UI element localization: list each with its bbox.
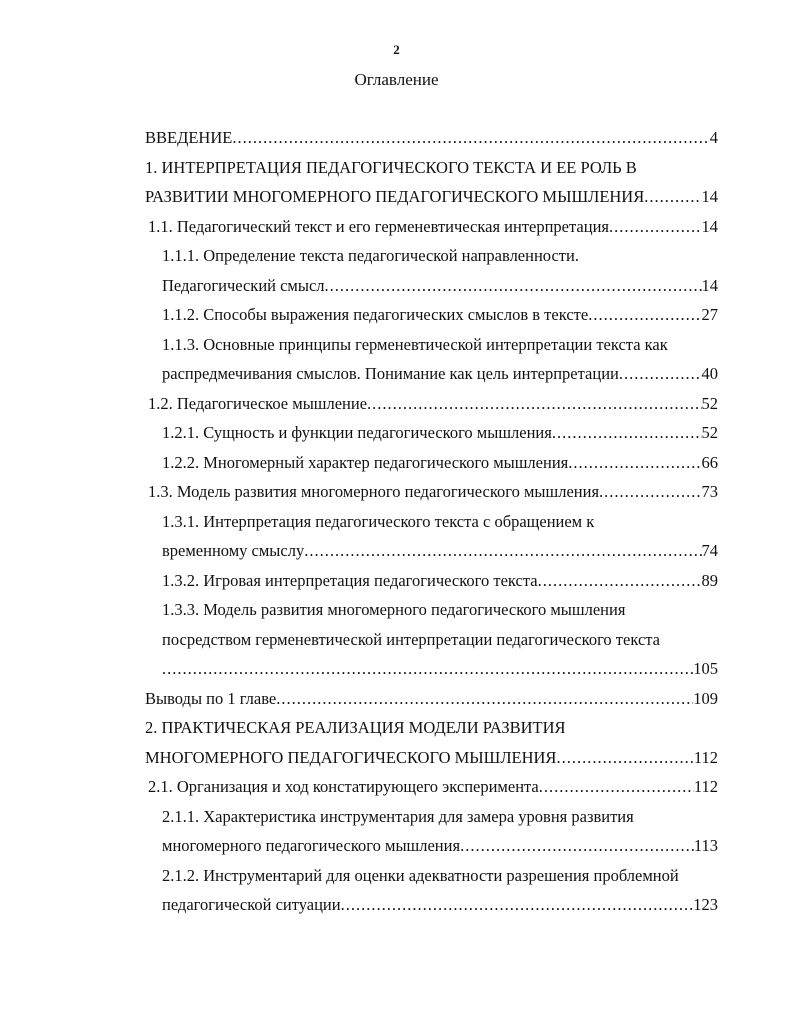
dot-leader — [460, 834, 694, 858]
toc-entry-text: 1.2. Педагогическое мышление — [148, 393, 368, 413]
toc-entry — [148, 392, 718, 416]
toc-entry — [145, 746, 718, 770]
dot-leader — [644, 185, 701, 209]
dot-leader — [341, 893, 694, 917]
toc-entry-page: 105 — [693, 659, 718, 678]
toc-entry-page: 40 — [701, 364, 718, 383]
toc-entry — [162, 451, 718, 475]
toc-entry-text: посредством герменевтической интерпретации педагогического текста — [162, 629, 661, 649]
toc-entry-text: 2.1. Организация и ход констатирующего эксперимента — [148, 777, 539, 796]
toc-entry — [162, 628, 660, 652]
toc-entry-page: 74 — [701, 541, 718, 560]
dot-leader — [556, 746, 693, 770]
dot-leader — [599, 480, 701, 504]
dot-leader — [588, 303, 701, 327]
toc-entry — [162, 244, 579, 268]
toc-entry — [145, 126, 718, 150]
toc-entry — [162, 569, 718, 593]
toc-entry-text: 1.1. Педагогический текст и его герменевтическая интерпретация — [148, 216, 609, 236]
toc-entry-text: 1.2.1. Сущность и функции педагогического мышления — [162, 423, 552, 442]
toc-entry — [148, 775, 718, 799]
dot-leader — [276, 687, 693, 711]
toc-entry-page: 109 — [693, 688, 718, 708]
toc-entry — [162, 274, 718, 298]
toc-entry — [162, 539, 718, 563]
dot-leader — [232, 126, 709, 150]
toc-entry — [148, 480, 718, 504]
dot-leader — [552, 421, 702, 445]
toc-entry — [162, 333, 668, 357]
dot-leader — [619, 362, 702, 386]
toc-entry-text: 1.1.1. Определение текста педагогической направленности. — [162, 246, 579, 265]
toc-entry-page: 52 — [701, 423, 718, 442]
dot-leader — [539, 775, 694, 799]
toc-entry — [162, 510, 594, 534]
toc-entry — [145, 716, 566, 740]
toc-entry-text: 1. ИНТЕРПРЕТАЦИЯ ПЕДАГОГИЧЕСКОГО ТЕКСТА И ЕЕ РОЛЬ В — [145, 157, 637, 177]
toc-entry-text: педагогической ситуации — [162, 895, 341, 914]
toc-entry-page: 52 — [701, 393, 718, 413]
toc-entry — [145, 185, 718, 209]
toc-entry — [145, 156, 637, 180]
toc-entry — [162, 805, 634, 829]
toc-entry-text: 2. ПРАКТИЧЕСКАЯ РЕАЛИЗАЦИЯ МОДЕЛИ РАЗВИТИЯ — [145, 718, 566, 737]
toc-entry-text: 2.1.1. Характеристика инструментария для замера уровня развития — [162, 806, 634, 826]
toc-entry-text: ВВЕДЕНИЕ — [145, 128, 233, 147]
toc-entry-text: временному смыслу — [162, 541, 305, 560]
toc-entry-page: 113 — [693, 836, 718, 855]
toc-entry-text: 1.3.1. Интерпретация педагогического текста с обращением к — [162, 511, 595, 531]
toc-entry-page: 66 — [701, 452, 718, 472]
toc-entry — [145, 687, 718, 711]
toc-entry — [162, 598, 625, 622]
toc-entry-text: МНОГОМЕРНОГО ПЕДАГОГИЧЕСКОГО МЫШЛЕНИЯ — [145, 747, 557, 767]
toc-entry-page: 14 — [701, 216, 718, 236]
dot-leader — [568, 451, 701, 475]
toc-entry — [162, 362, 718, 386]
toc-entry-text: 2.1.2. Инструментарий для оценки адекватности разрешения проблемной — [162, 865, 679, 885]
toc-entry-text: 1.3. Модель развития многомерного педагогического мышления — [148, 482, 600, 501]
toc-entry-page: 14 — [701, 275, 718, 295]
toc-entry-page: 123 — [693, 895, 718, 914]
dot-leader — [367, 392, 701, 416]
toc-entry-text: Педагогический смысл — [162, 275, 325, 295]
toc-entry-text: 1.2.2. Многомерный характер педагогического мышления — [162, 452, 569, 472]
toc-entry — [162, 657, 718, 681]
toc-entry — [162, 893, 718, 917]
dot-leader — [538, 569, 702, 593]
toc-entry-text: 1.3.2. Игровая интерпретация педагогического текста — [162, 570, 538, 590]
page-number: 2 — [393, 42, 400, 57]
toc-entry — [162, 834, 718, 858]
toc-entry-page: 112 — [693, 747, 718, 767]
toc-entry-text: распредмечивания смыслов. Понимание как цель интерпретации — [162, 364, 619, 383]
toc-entry-text: Выводы по 1 главе — [145, 688, 277, 708]
dot-leader — [325, 274, 702, 298]
dot-leader — [304, 539, 701, 563]
toc-entry-page: 27 — [701, 305, 718, 324]
toc-entry — [162, 864, 679, 888]
toc-entry-text: 1.1.3. Основные принципы герменевтической интерпретации текста как — [162, 334, 668, 354]
dot-leader — [162, 657, 693, 681]
toc-entry — [162, 421, 718, 445]
toc-entry-text: многомерного педагогического мышления — [162, 836, 461, 855]
page-title: Оглавление — [354, 70, 439, 89]
toc-entry-page: 14 — [701, 187, 718, 206]
toc-entry-page: 73 — [701, 482, 718, 501]
toc-entry-text: РАЗВИТИИ МНОГОМЕРНОГО ПЕДАГОГИЧЕСКОГО МЫШЛЕНИЯ — [145, 187, 645, 206]
toc-entry — [162, 303, 718, 327]
dot-leader — [609, 215, 702, 239]
toc-entry-page: 89 — [701, 570, 718, 590]
toc-entry-text: 1.3.3. Модель развития многомерного педагогического мышления — [162, 600, 626, 619]
toc-entry — [148, 215, 718, 239]
toc-entry-page: 4 — [709, 128, 718, 147]
toc-entry-page: 112 — [693, 777, 718, 796]
toc-entry-text: 1.1.2. Способы выражения педагогических смыслов в тексте — [162, 305, 589, 324]
